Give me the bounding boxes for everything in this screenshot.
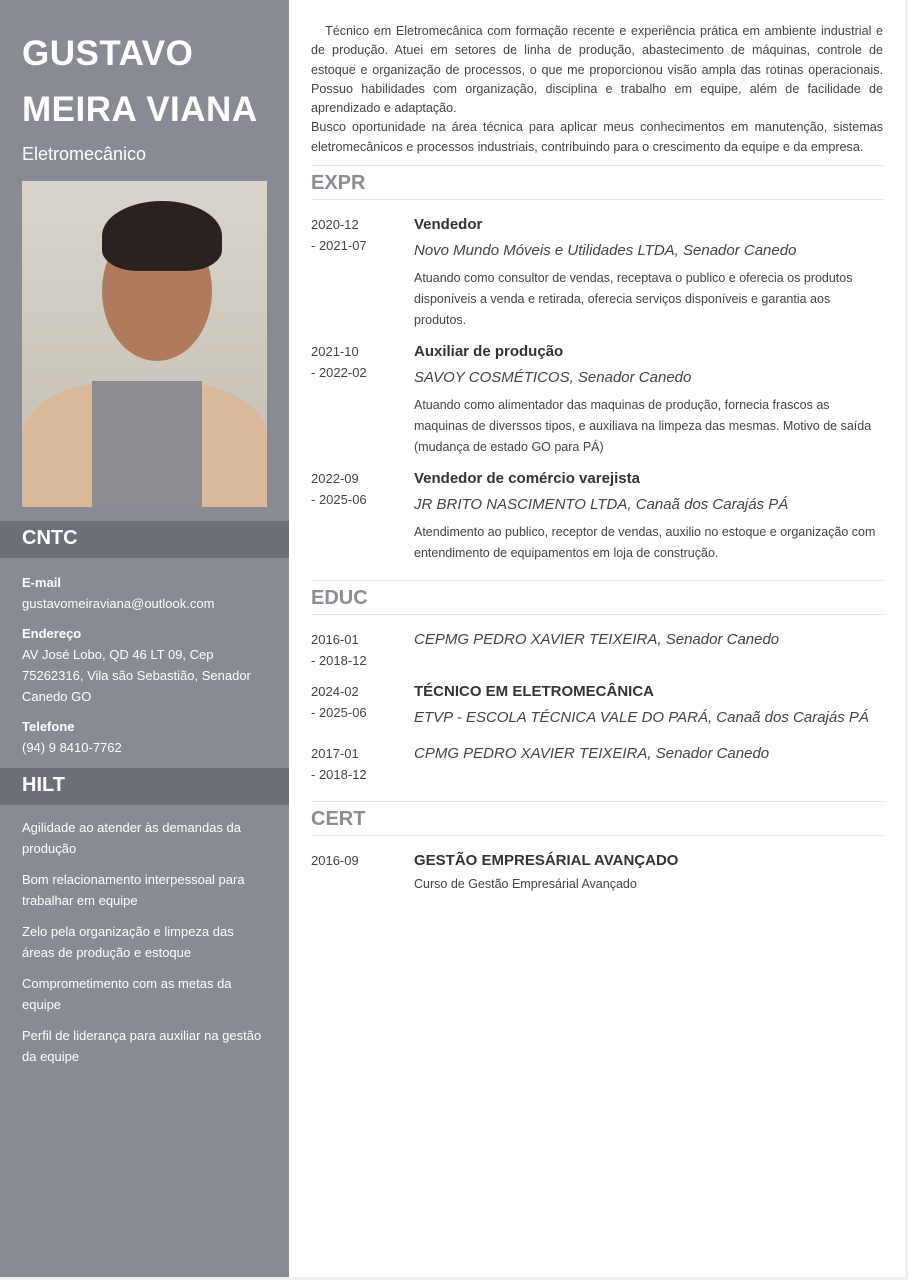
summary-paragraph: Técnico em Eletromecânica com formação recente e experiência prática em ambiente industrial e de produção. Atuei em setores de linha de produção, abastecimento de máquinas, controle de estoque e organização de processos, o que me proporcionou visão ampla das rotinas operacionais. Possuo habilidades com organização, disciplina e trabalho em equipe, além de facilidade de aprendizado e adaptação.	[311, 24, 883, 116]
company: SAVOY COSMÉTICOS, Senador Canedo	[414, 369, 692, 387]
skills-heading: HILT	[0, 768, 289, 805]
experience-item	[311, 341, 883, 458]
certification-section	[311, 802, 883, 895]
date-end: - 2018-12	[311, 653, 367, 669]
job-title: Vendedor de comércio varejista	[414, 470, 640, 488]
school: CEPMG PEDRO XAVIER TEIXEIRA, Senador Canedo	[414, 631, 780, 649]
date-start: 2022-09	[311, 471, 359, 487]
phone-value: (94) 9 8410-7762	[22, 740, 122, 755]
email-value[interactable]: gustavomeiraviana@outlook.com	[22, 596, 215, 611]
main-content	[289, 0, 905, 1277]
date-start: 2017-01	[311, 746, 359, 762]
education-item	[311, 743, 883, 785]
date-end: - 2025-06	[311, 492, 367, 508]
date-end: - 2018-12	[311, 767, 367, 783]
date-start: 2021-10	[311, 344, 359, 360]
cert-date: 2016-09	[311, 853, 359, 869]
full-name	[0, 0, 289, 138]
name-line: GUSTAVO	[22, 34, 194, 73]
cert-description: Curso de Gestão Empresárial Avançado	[414, 877, 637, 892]
email-label: E-mail	[22, 575, 62, 590]
skill-item: Perfil de liderança para auxiliar na gestão da equipe	[22, 1028, 262, 1064]
job-title: Auxiliar de produção	[414, 343, 564, 361]
certification-item	[311, 850, 883, 895]
certification-heading: CERT	[311, 802, 883, 836]
contact-heading: CNTC	[0, 521, 289, 558]
job-description: Atuando como consultor de vendas, receptava o publico e oferecia os produtos disponíveis a venda e retirada, oferecia serviços disponíveis e garantia aos produtos.	[414, 271, 853, 328]
job-description: Atendimento ao publico, receptor de vendas, auxilio no estoque e organização com entendimento de equipamentos em loja de construção.	[414, 525, 876, 561]
education-heading: EDUC	[311, 581, 883, 615]
date-start: 2016-01	[311, 632, 359, 648]
school: ETVP - ESCOLA TÉCNICA VALE DO PARÁ, Canaã dos Carajás PÁ	[414, 709, 869, 727]
phone-label: Telefone	[22, 719, 75, 734]
experience-section	[311, 166, 883, 581]
education-item	[311, 681, 883, 729]
date-end: - 2025-06	[311, 705, 367, 721]
address-label: Endereço	[22, 626, 82, 641]
date-start: 2020-12	[311, 217, 359, 233]
summary-paragraph: Busco oportunidade na área técnica para aplicar meus conhecimentos em manutenção, sistemas eletromecânicos e processos industriais, contribuindo para o crescimento da equipe e da empresa.	[311, 120, 883, 154]
job-role: Eletromecânico	[22, 144, 147, 164]
education-item	[311, 629, 883, 671]
sidebar	[0, 0, 289, 1277]
education-section	[311, 581, 883, 802]
summary	[311, 22, 883, 166]
date-end: - 2022-02	[311, 365, 367, 381]
skill-item: Zelo pela organização e limpeza das áreas de produção e estoque	[22, 924, 234, 960]
name-line: MEIRA VIANA	[22, 90, 258, 129]
degree-title: TÉCNICO EM ELETROMECÂNICA	[414, 683, 654, 701]
date-end: - 2021-07	[311, 238, 367, 254]
skills-list	[0, 805, 289, 1067]
contact-section	[0, 558, 289, 758]
company: Novo Mundo Móveis e Utilidades LTDA, Senador Canedo	[414, 242, 797, 260]
date-start: 2024-02	[311, 684, 359, 700]
experience-item	[311, 468, 883, 564]
skill-item: Comprometimento com as metas da equipe	[22, 976, 232, 1012]
profile-photo	[22, 181, 267, 507]
experience-heading: EXPR	[311, 166, 883, 200]
experience-item	[311, 214, 883, 331]
address-value: AV José Lobo, QD 46 LT 09, Cep 75262316, Vila são Sebastião, Senador Canedo GO	[22, 647, 251, 704]
company: JR BRITO NASCIMENTO LTDA, Canaã dos Carajás PÁ	[414, 496, 789, 514]
skill-item: Agilidade ao atender às demandas da produção	[22, 820, 241, 856]
job-title: Vendedor	[414, 216, 483, 234]
school: CPMG PEDRO XAVIER TEIXEIRA, Senador Canedo	[414, 745, 770, 763]
cert-title: GESTÃO EMPRESÁRIAL AVANÇADO	[414, 852, 679, 870]
skill-item: Bom relacionamento interpessoal para trabalhar em equipe	[22, 872, 245, 908]
job-description: Atuando como alimentador das maquinas de produção, fornecia frascos as maquinas de diverssos tipos, e auxiliava na limpeza das mesmas. Motivo de saída (mudança de estado GO para PÁ)	[414, 398, 872, 455]
